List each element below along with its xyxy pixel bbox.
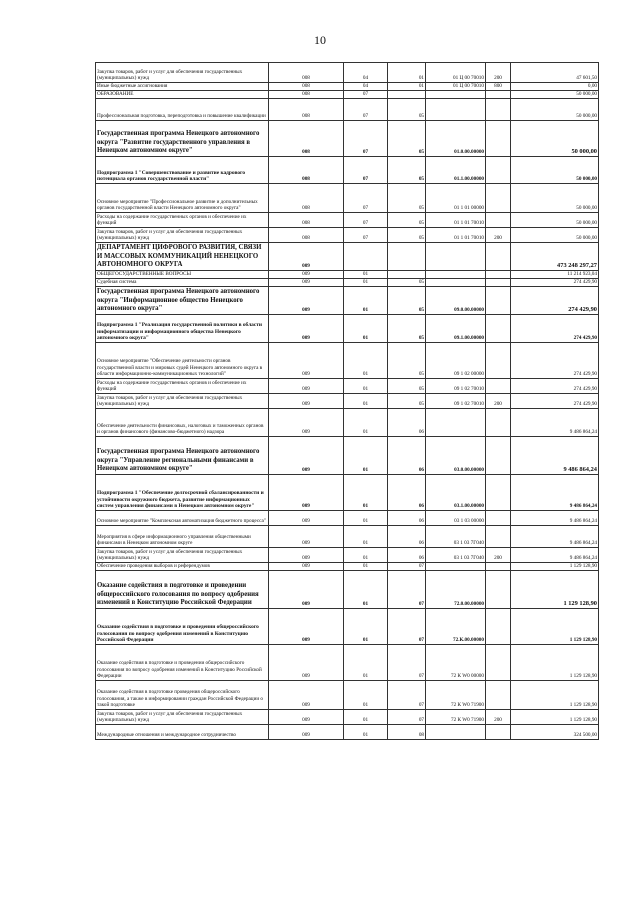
table-row [96, 83, 599, 91]
target-article-cell [426, 725, 486, 740]
target-article-cell: 01.0.00.00000 [426, 121, 486, 157]
target-article-cell [426, 99, 486, 121]
item-name-cell: ОБРАЗОВАНИЕ [96, 91, 269, 99]
section-code-cell: 07 [344, 121, 388, 157]
ministry-code-cell: 009 [269, 548, 344, 563]
item-name-cell: Иные бюджетные ассигнования [96, 83, 269, 91]
expense-type-cell [486, 157, 511, 184]
subsection-code-cell [388, 243, 426, 271]
ministry-code-cell: 009 [269, 315, 344, 343]
table-row [96, 157, 599, 184]
ministry-code-cell: 008 [269, 184, 344, 213]
table-row [96, 271, 599, 279]
subsection-code-cell: 06 [388, 437, 426, 475]
target-article-cell: 01 1 01 70010 [426, 228, 486, 243]
target-article-cell: 03.1.00.00000 [426, 475, 486, 511]
table-row [96, 228, 599, 243]
item-name-cell: Закупка товаров, работ и услуг для обеспечения государственных (муниципальных) нужд [96, 63, 269, 83]
target-article-cell [426, 91, 486, 99]
subsection-code-cell: 07 [388, 710, 426, 725]
table-row [96, 121, 599, 157]
amount-cell: 50 000,00 [511, 157, 599, 184]
target-article-cell: 09 1 02 00000 [426, 343, 486, 379]
section-code-cell: 01 [344, 725, 388, 740]
item-name-cell: Оказание содействия в подготовке и проведении общероссийского голосования по вопросу одобрения изменений в Конституцию Российской Федерации [96, 609, 269, 645]
amount-cell: 47 601,50 [511, 63, 599, 83]
item-name-cell: Оказание содействия в подготовке и проведении общероссийского голосования по вопросу одобрения изменений в Конституцию Российской Федерации [96, 645, 269, 681]
subsection-code-cell: 06 [388, 475, 426, 511]
expense-type-cell [486, 475, 511, 511]
amount-cell: 0,00 [511, 83, 599, 91]
section-code-cell: 07 [344, 99, 388, 121]
target-article-cell: 01 1 01 00000 [426, 184, 486, 213]
amount-cell: 324 500,00 [511, 725, 599, 740]
table-row [96, 437, 599, 475]
table-row [96, 571, 599, 609]
item-name-cell: Подпрограмма 1 "Совершенствование и развитие кадрового потенциала органов государственной власти" [96, 157, 269, 184]
target-article-cell: 01.1.00.00000 [426, 157, 486, 184]
target-article-cell [426, 271, 486, 279]
item-name-cell: Профессиональная подготовка, переподготовка и повышение квалификации [96, 99, 269, 121]
subsection-code-cell: 07 [388, 563, 426, 571]
subsection-code-cell: 01 [388, 63, 426, 83]
item-name-cell: Основное мероприятие "Профессиональное развитие и дополнительных органов государственной власти Ненецкого автономного округа" [96, 184, 269, 213]
target-article-cell: 09 1 02 70010 [426, 394, 486, 409]
page-number: 10 [314, 33, 326, 47]
expense-type-cell [486, 279, 511, 287]
item-name-cell: Мероприятия в сфере информационного управления общественными финансами в Ненецком автономном округе [96, 526, 269, 548]
ministry-code-cell: 009 [269, 475, 344, 511]
target-article-cell: 09.1.00.00000 [426, 315, 486, 343]
ministry-code-cell: 009 [269, 681, 344, 710]
subsection-code-cell [388, 91, 426, 99]
item-name-cell: Подпрограмма 1 "Обеспечение долгосрочной сбалансированности и устойчивости окружного бюджета, развитие информационных систем управления финансами в Ненецком автономном округе" [96, 475, 269, 511]
target-article-cell [426, 243, 486, 271]
ministry-code-cell: 009 [269, 511, 344, 526]
expense-type-cell [486, 287, 511, 315]
table-row [96, 91, 599, 99]
expense-type-cell [486, 409, 511, 437]
section-code-cell: 07 [344, 213, 388, 228]
subsection-code-cell: 08 [388, 725, 426, 740]
item-name-cell: Расходы на содержание государственных органов и обеспечение их функций [96, 213, 269, 228]
section-code-cell: 07 [344, 157, 388, 184]
ministry-code-cell: 009 [269, 243, 344, 271]
amount-cell: 11 214 923,04 [511, 271, 599, 279]
target-article-cell [426, 563, 486, 571]
ministry-code-cell: 009 [269, 710, 344, 725]
target-article-cell: 03.0.00.00000 [426, 437, 486, 475]
item-name-cell: Оказание содействия в подготовке проведения общероссийского голосования, а также в информировании граждан Российской Федерации о такой подготовке [96, 681, 269, 710]
ministry-code-cell: 009 [269, 725, 344, 740]
target-article-cell: 72 К W0 00000 [426, 645, 486, 681]
table-row [96, 511, 599, 526]
subsection-code-cell: 07 [388, 571, 426, 609]
section-code-cell: 01 [344, 710, 388, 725]
section-code-cell: 01 [344, 609, 388, 645]
subsection-code-cell [388, 271, 426, 279]
expense-type-cell: 800 [486, 83, 511, 91]
section-code-cell: 01 [344, 681, 388, 710]
ministry-code-cell: 009 [269, 379, 344, 394]
ministry-code-cell: 009 [269, 609, 344, 645]
table-row [96, 563, 599, 571]
expense-type-cell [486, 213, 511, 228]
target-article-cell: 03 1 03 00000 [426, 511, 486, 526]
amount-cell: 1 129 128,90 [511, 609, 599, 645]
subsection-code-cell: 05 [388, 99, 426, 121]
subsection-code-cell: 05 [388, 228, 426, 243]
expense-type-cell [486, 563, 511, 571]
table-row [96, 725, 599, 740]
table-row [96, 315, 599, 343]
item-name-cell: Оказание содействия в подготовке и проведении общероссийского голосования по вопросу одобрения изменений в Конституцию Российской Федерации [96, 571, 269, 609]
expense-type-cell: 200 [486, 63, 511, 83]
amount-cell: 50 000,00 [511, 213, 599, 228]
section-code-cell: 01 [344, 437, 388, 475]
section-code-cell: 01 [344, 271, 388, 279]
subsection-code-cell: 05 [388, 279, 426, 287]
ministry-code-cell: 009 [269, 343, 344, 379]
amount-cell: 9 486 864,24 [511, 548, 599, 563]
subsection-code-cell: 06 [388, 409, 426, 437]
amount-cell: 50 000,00 [511, 228, 599, 243]
expense-type-cell [486, 725, 511, 740]
expense-type-cell [486, 121, 511, 157]
target-article-cell: 09.0.00.00000 [426, 287, 486, 315]
section-code-cell: 07 [344, 228, 388, 243]
item-name-cell: Основное мероприятие "Комплексная автоматизация бюджетного процесса" [96, 511, 269, 526]
expense-type-cell [486, 243, 511, 271]
table-row [96, 548, 599, 563]
table-row [96, 681, 599, 710]
item-name-cell: Основное мероприятие "Обеспечение деятельности органов государственной власти и мировых судей Ненецкого автономного округа в области информационно-коммуникационных технологий" [96, 343, 269, 379]
budget-table [95, 62, 599, 740]
amount-cell: 50 000,00 [511, 121, 599, 157]
target-article-cell: 01 1 01 70010 [426, 213, 486, 228]
section-code-cell: 01 [344, 571, 388, 609]
amount-cell: 1 129 128,90 [511, 710, 599, 725]
subsection-code-cell: 05 [388, 121, 426, 157]
section-code-cell: 01 [344, 379, 388, 394]
amount-cell: 9 486 864,24 [511, 526, 599, 548]
section-code-cell: 01 [344, 409, 388, 437]
item-name-cell: Закупка товаров, работ и услуг для обеспечения государственных (муниципальных) нужд [96, 548, 269, 563]
subsection-code-cell: 06 [388, 548, 426, 563]
table-row [96, 379, 599, 394]
item-name-cell: Обеспечение деятельности финансовых, налоговых и таможенных органов и органов финансового (финансово-бюджетного) надзора [96, 409, 269, 437]
subsection-code-cell: 07 [388, 645, 426, 681]
section-code-cell [344, 243, 388, 271]
section-code-cell: 04 [344, 63, 388, 83]
ministry-code-cell: 009 [269, 526, 344, 548]
item-name-cell: Государственная программа Ненецкого автономного округа "Информационное общество Ненецкого автономного округа" [96, 287, 269, 315]
item-name-cell: Государственная программа Ненецкого автономного округа "Развитие государственного управления в Ненецком автономном округе" [96, 121, 269, 157]
table-row [96, 287, 599, 315]
ministry-code-cell: 009 [269, 645, 344, 681]
section-code-cell: 01 [344, 563, 388, 571]
table-row [96, 645, 599, 681]
item-name-cell: Обеспечение проведения выборов и референдумов [96, 563, 269, 571]
target-article-cell: 01 Ц 00 70010 [426, 63, 486, 83]
expense-type-cell [486, 437, 511, 475]
subsection-code-cell: 05 [388, 315, 426, 343]
expense-type-cell: 200 [486, 228, 511, 243]
expense-type-cell: 200 [486, 710, 511, 725]
table-row [96, 526, 599, 548]
expense-type-cell [486, 681, 511, 710]
subsection-code-cell: 07 [388, 681, 426, 710]
item-name-cell: Судебная система [96, 279, 269, 287]
target-article-cell: 09 1 02 70010 [426, 379, 486, 394]
table-row [96, 279, 599, 287]
amount-cell: 50 000,00 [511, 184, 599, 213]
expense-type-cell [486, 184, 511, 213]
subsection-code-cell: 05 [388, 343, 426, 379]
target-article-cell: 01 Ц 00 70010 [426, 83, 486, 91]
amount-cell: 9 486 864,24 [511, 437, 599, 475]
subsection-code-cell: 07 [388, 609, 426, 645]
amount-cell: 9 486 864,24 [511, 409, 599, 437]
expense-type-cell [486, 343, 511, 379]
expense-type-cell: 200 [486, 394, 511, 409]
table-row [96, 63, 599, 83]
amount-cell: 274 429,90 [511, 315, 599, 343]
table-row [96, 343, 599, 379]
target-article-cell: 72 К W0 71900 [426, 710, 486, 725]
amount-cell: 274 429,90 [511, 287, 599, 315]
expense-type-cell [486, 526, 511, 548]
expense-type-cell [486, 91, 511, 99]
section-code-cell: 01 [344, 475, 388, 511]
item-name-cell: ДЕПАРТАМЕНТ ЦИФРОВОГО РАЗВИТИЯ, СВЯЗИ И МАССОВЫХ КОММУНИКАЦИЙ НЕНЕЦКОГО АВТОНОМНОГО ОКРУГА [96, 243, 269, 271]
subsection-code-cell: 05 [388, 213, 426, 228]
subsection-code-cell: 05 [388, 184, 426, 213]
table-row [96, 609, 599, 645]
amount-cell: 9 486 864,24 [511, 475, 599, 511]
ministry-code-cell: 009 [269, 271, 344, 279]
expense-type-cell [486, 571, 511, 609]
amount-cell: 1 129 128,90 [511, 645, 599, 681]
expense-type-cell [486, 645, 511, 681]
subsection-code-cell: 05 [388, 287, 426, 315]
table-row [96, 710, 599, 725]
section-code-cell: 01 [344, 511, 388, 526]
ministry-code-cell: 008 [269, 91, 344, 99]
amount-cell: 274 429,90 [511, 379, 599, 394]
subsection-code-cell: 05 [388, 394, 426, 409]
section-code-cell: 04 [344, 83, 388, 91]
expense-type-cell: 200 [486, 548, 511, 563]
amount-cell: 50 000,00 [511, 91, 599, 99]
amount-cell: 9 486 864,24 [511, 511, 599, 526]
section-code-cell: 01 [344, 394, 388, 409]
item-name-cell: Расходы на содержание государственных органов и обеспечение их функций [96, 379, 269, 394]
subsection-code-cell: 06 [388, 511, 426, 526]
amount-cell: 274 429,90 [511, 279, 599, 287]
section-code-cell: 01 [344, 645, 388, 681]
expense-type-cell [486, 511, 511, 526]
expense-type-cell [486, 99, 511, 121]
ministry-code-cell: 008 [269, 157, 344, 184]
item-name-cell: Закупка товаров, работ и услуг для обеспечения государственных (муниципальных) нужд [96, 394, 269, 409]
target-article-cell: 72.0.00.00000 [426, 571, 486, 609]
subsection-code-cell: 01 [388, 83, 426, 91]
table-row [96, 394, 599, 409]
section-code-cell: 01 [344, 526, 388, 548]
expense-type-cell [486, 271, 511, 279]
target-article-cell [426, 409, 486, 437]
expense-type-cell [486, 315, 511, 343]
item-name-cell: Подпрограмма 1 "Реализация государственной политики в области информатизации и информационного общества Ненецкого автономного округа" [96, 315, 269, 343]
target-article-cell [426, 279, 486, 287]
amount-cell: 1 129 128,90 [511, 681, 599, 710]
section-code-cell: 01 [344, 279, 388, 287]
amount-cell: 274 429,90 [511, 394, 599, 409]
amount-cell: 473 248 297,27 [511, 243, 599, 271]
subsection-code-cell: 05 [388, 379, 426, 394]
table-row [96, 475, 599, 511]
item-name-cell: Закупка товаров, работ и услуг для обеспечения государственных (муниципальных) нужд [96, 710, 269, 725]
table-row [96, 184, 599, 213]
table-row [96, 409, 599, 437]
ministry-code-cell: 008 [269, 213, 344, 228]
item-name-cell: ОБЩЕГОСУДАРСТВЕННЫЕ ВОПРОСЫ [96, 271, 269, 279]
ministry-code-cell: 008 [269, 99, 344, 121]
item-name-cell: Государственная программа Ненецкого автономного округа "Управление региональными финансами в Ненецком автономном округе" [96, 437, 269, 475]
amount-cell: 50 000,00 [511, 99, 599, 121]
ministry-code-cell: 009 [269, 437, 344, 475]
section-code-cell: 07 [344, 91, 388, 99]
ministry-code-cell: 009 [269, 563, 344, 571]
expense-type-cell [486, 379, 511, 394]
section-code-cell: 01 [344, 287, 388, 315]
target-article-cell: 72.К.00.00000 [426, 609, 486, 645]
subsection-code-cell: 05 [388, 157, 426, 184]
target-article-cell: 03 1 03 7Г040 [426, 548, 486, 563]
section-code-cell: 01 [344, 548, 388, 563]
ministry-code-cell: 008 [269, 63, 344, 83]
subsection-code-cell: 06 [388, 526, 426, 548]
ministry-code-cell: 008 [269, 228, 344, 243]
ministry-code-cell: 009 [269, 571, 344, 609]
target-article-cell: 03 1 03 7Г040 [426, 526, 486, 548]
ministry-code-cell: 008 [269, 121, 344, 157]
ministry-code-cell: 009 [269, 279, 344, 287]
amount-cell: 1 129 128,90 [511, 571, 599, 609]
amount-cell: 274 429,90 [511, 343, 599, 379]
item-name-cell: Закупка товаров, работ и услуг для обеспечения государственных (муниципальных) нужд [96, 228, 269, 243]
ministry-code-cell: 009 [269, 287, 344, 315]
section-code-cell: 01 [344, 343, 388, 379]
table-row [96, 213, 599, 228]
section-code-cell: 01 [344, 315, 388, 343]
table-row [96, 243, 599, 271]
ministry-code-cell: 009 [269, 394, 344, 409]
table-row [96, 99, 599, 121]
target-article-cell: 72 К W0 71900 [426, 681, 486, 710]
ministry-code-cell: 009 [269, 409, 344, 437]
section-code-cell: 07 [344, 184, 388, 213]
amount-cell: 1 129 128,90 [511, 563, 599, 571]
ministry-code-cell: 008 [269, 83, 344, 91]
item-name-cell: Международные отношения и международное сотрудничество [96, 725, 269, 740]
expense-type-cell [486, 609, 511, 645]
